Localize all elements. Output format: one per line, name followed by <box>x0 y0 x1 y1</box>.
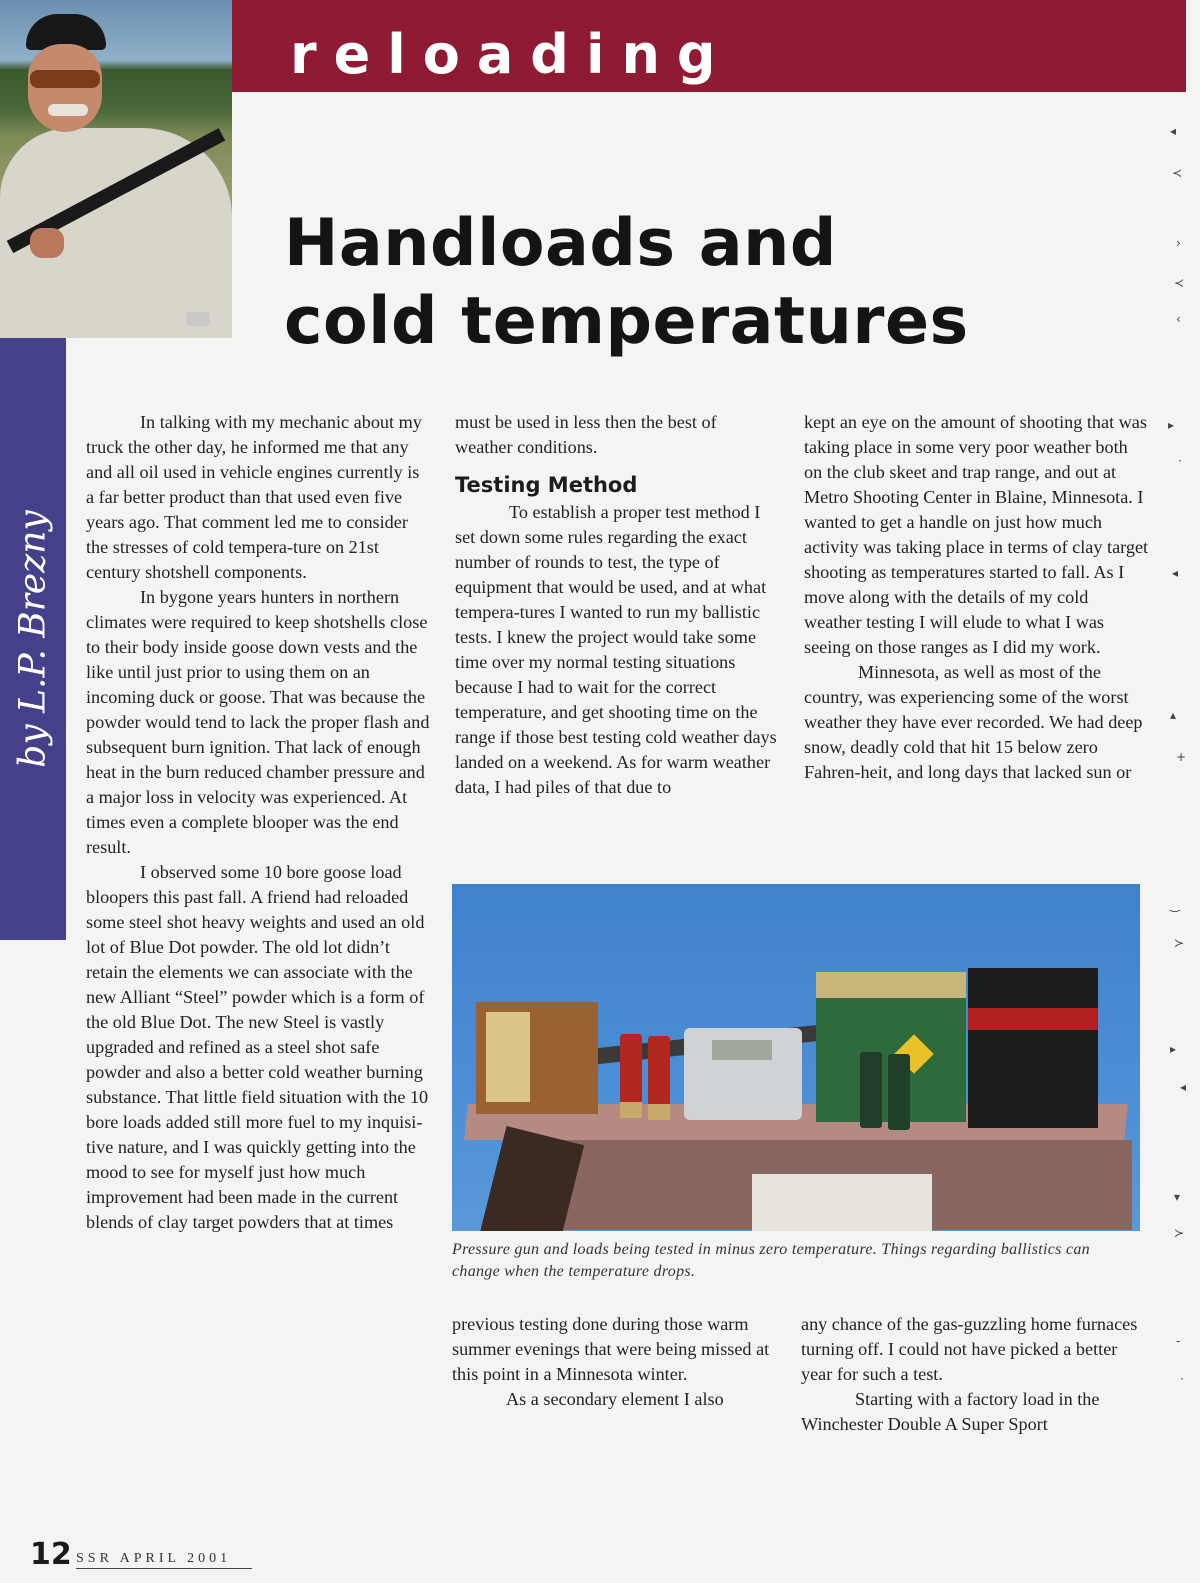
author-photo <box>0 0 232 338</box>
section-label: reloading <box>290 23 733 86</box>
column-middle-top <box>455 410 777 800</box>
section-heading: Testing Method <box>455 473 638 497</box>
running-footer: SSR APRIL 2001 <box>76 1550 252 1569</box>
paragraph: I observed some 10 bore goose load bloopers this past fall. A friend had reloaded some steel shot heavy weights and used an old lot of Blue Dot powder. The old lot didn’t retain the elements we can associate with the new Alliant “Steel” powder which is a form of the old Blue Dot. The new Steel is vastly upgraded and refined as a steel shot safe powder and also a better cold weather burning substance. That little field situation with the 10 bore loads added still more fuel to my inquisi-tive nature, and I was quickly getting into the mood to see for myself just how much improvement had been made in the current blends of clay target powders that at times <box>86 862 429 1232</box>
byline: by L.P. Brezny <box>12 510 54 768</box>
paragraph: In bygone years hunters in northern climates were required to keep shotshells close to their body inside goose down vests and the like until just prior to using them on an incoming duck or goose. That was because the powder would tend to lack the proper flash and subsequent burn ignition. That lack of enough heat in the burn reduced chamber pressure and a major loss in velocity was experienced. At times even a complete blooper was the end result. <box>86 587 430 857</box>
column-left <box>86 410 430 1235</box>
column-right-bottom <box>801 1312 1146 1437</box>
paragraph: To establish a proper test method I set down some rules regarding the exact number of rounds to test, the type of equipment that would be used, and at what tempera-tures I wanted to run my ballistic tests. I knew the project would take some time over my normal testing situations because I had to wait for the correct temperature, and get shooting time on the range if those best testing cold weather days landed on a weekend. As for warm weather data, I had piles of that due to <box>455 502 777 797</box>
paragraph: In talking with my mechanic about my truck the other day, he informed me that any and all oil used in vehicle engines currently is a far better product than that used even five years ago. That comment led me to consider the stresses of cold tempera-ture on 21st century shotshell components. <box>86 412 422 582</box>
headline <box>284 205 969 361</box>
headline-line-1: Handloads and <box>284 206 837 281</box>
column-middle-bottom <box>452 1312 774 1412</box>
paragraph: must be used in less then the best of weather conditions. <box>455 412 717 457</box>
photo-caption: Pressure gun and loads being tested in minus zero temperature. Things regarding ballistics can change when the temperature drops. <box>452 1241 1090 1280</box>
byline-bar <box>0 338 66 940</box>
paragraph: previous testing done during those warm summer evenings that were being missed at this point in a Minnesota winter. <box>452 1314 770 1384</box>
equipment-photo <box>452 884 1140 1231</box>
paragraph: Starting with a factory load in the Winchester Double A Super Sport <box>801 1389 1100 1434</box>
paragraph: As a secondary element I also <box>506 1389 724 1409</box>
paragraph: any chance of the gas-guzzling home furnaces turning off. I could not have picked a better year for such a test. <box>801 1314 1138 1384</box>
column-right-top <box>804 410 1149 785</box>
paragraph: kept an eye on the amount of shooting that was taking place in some very poor weather both on the club skeet and trap range, and out at Metro Shooting Center in Blaine, Minnesota. I wanted to get a handle on just how much activity was taking place in terms of clay target shooting as temperatures started to fall. As I move along with the details of my cold weather testing I will elude to what I was seeing on those ranges as I did my work. <box>804 412 1149 657</box>
page-number: 12 <box>30 1537 72 1572</box>
paragraph: Minnesota, as well as most of the country, was experiencing some of the worst weather they have ever recorded. We had deep snow, deadly cold that hit 15 below zero Fahren-heit, and long days that lacked sun or <box>804 662 1143 782</box>
binding-edge-marks: ◂ ≺ › ≺ ‹ ▸ · ◂ ▴ + ‿ ≻ ▸ ◂ ▾ ≻ - · <box>1168 124 1187 1386</box>
headline-line-2: cold temperatures <box>284 284 969 359</box>
